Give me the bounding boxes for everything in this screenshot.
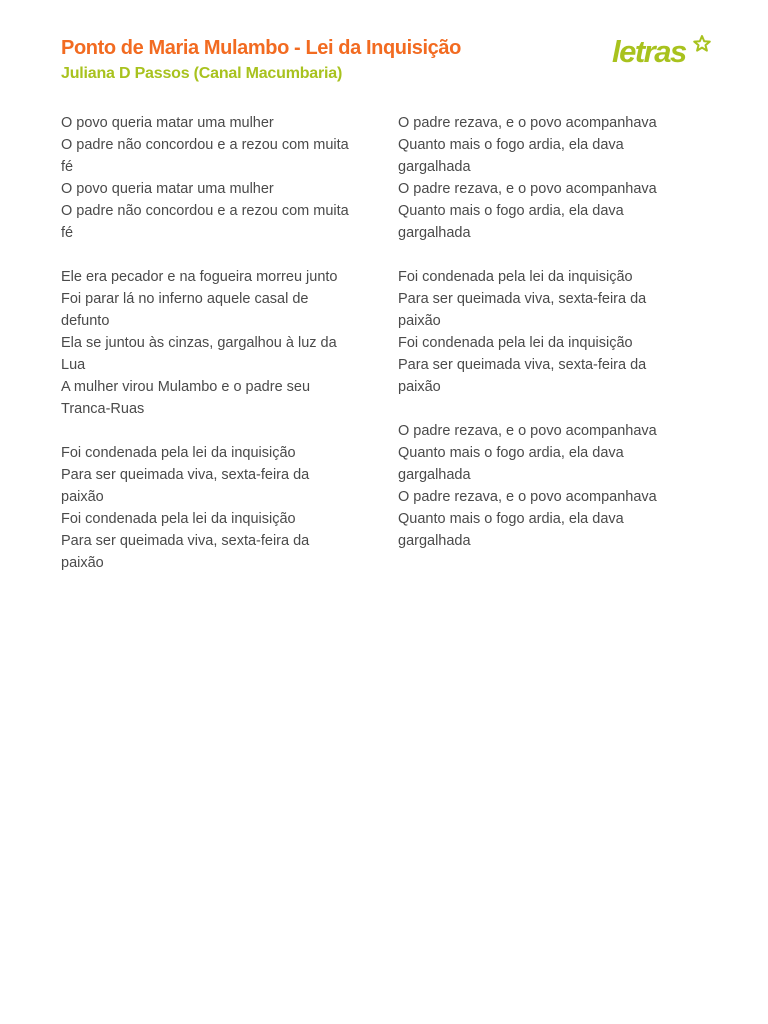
lyrics-line: A mulher virou Mulambo e o padre seu	[61, 379, 311, 395]
lyrics-line: defunto	[61, 313, 110, 329]
lyrics-body	[61, 112, 701, 992]
lyrics-line: Tranca-Ruas	[61, 401, 145, 417]
lyrics-line: Foi condenada pela lei da inquisição	[398, 335, 633, 351]
lyrics-line: gargalhada	[398, 467, 471, 483]
lyrics-stanza	[398, 266, 708, 398]
lyrics-line: Para ser queimada viva, sexta-feira da	[61, 533, 310, 549]
lyrics-line: O povo queria matar uma mulher	[61, 115, 274, 131]
lyrics-line: O padre não concordou e a rezou com muita	[61, 137, 349, 153]
lyrics-line: O padre rezava, e o povo acompanhava	[398, 181, 657, 197]
lyrics-line: Foi parar lá no inferno aquele casal de	[61, 291, 309, 307]
lyrics-line: Quanto mais o fogo ardia, ela dava	[398, 511, 624, 527]
lyrics-line: O padre rezava, e o povo acompanhava	[398, 115, 657, 131]
lyrics-line: Foi condenada pela lei da inquisição	[398, 269, 633, 285]
lyrics-line: paixão	[61, 489, 104, 505]
lyrics-line: Quanto mais o fogo ardia, ela dava	[398, 445, 624, 461]
lyrics-line: Quanto mais o fogo ardia, ela dava	[398, 137, 624, 153]
lyrics-stanza	[61, 442, 371, 574]
lyrics-line: Ele era pecador e na fogueira morreu junto	[61, 269, 338, 285]
lyrics-line: O povo queria matar uma mulher	[61, 181, 274, 197]
letras-logo	[612, 34, 712, 70]
lyrics-line: Foi condenada pela lei da inquisição	[61, 445, 296, 461]
lyrics-column-right	[398, 112, 708, 574]
lyrics-line: Quanto mais o fogo ardia, ela dava	[398, 203, 624, 219]
lyrics-column-left	[61, 112, 371, 596]
logo-wordmark: letras	[612, 34, 686, 69]
lyrics-line: Para ser queimada viva, sexta-feira da	[398, 357, 647, 373]
lyrics-line: gargalhada	[398, 159, 471, 175]
lyrics-stanza	[61, 112, 371, 244]
lyrics-stanza	[398, 112, 708, 244]
lyrics-line: O padre rezava, e o povo acompanhava	[398, 489, 657, 505]
lyrics-line: O padre rezava, e o povo acompanhava	[398, 423, 657, 439]
lyrics-line: fé	[61, 159, 74, 175]
song-artist: Juliana D Passos (Canal Macumbaria)	[61, 65, 343, 82]
lyrics-line: Ela se juntou às cinzas, gargalhou à luz da	[61, 335, 337, 351]
song-title: Ponto de Maria Mulambo - Lei da Inquisição	[61, 37, 461, 59]
lyrics-line: fé	[61, 225, 74, 241]
lyrics-line: Para ser queimada viva, sexta-feira da	[61, 467, 310, 483]
lyrics-line: gargalhada	[398, 225, 471, 241]
lyrics-line: Para ser queimada viva, sexta-feira da	[398, 291, 647, 307]
lyrics-stanza	[61, 266, 371, 420]
lyrics-line: Lua	[61, 357, 86, 373]
lyrics-stanza	[398, 420, 708, 552]
lyrics-line: paixão	[398, 313, 441, 329]
lyrics-line: Foi condenada pela lei da inquisição	[61, 511, 296, 527]
lyrics-line: paixão	[398, 379, 441, 395]
song-header	[61, 34, 601, 86]
lyrics-line: O padre não concordou e a rezou com muita	[61, 203, 349, 219]
star-icon	[694, 36, 710, 51]
lyrics-line: gargalhada	[398, 533, 471, 549]
lyrics-line: paixão	[61, 555, 104, 571]
